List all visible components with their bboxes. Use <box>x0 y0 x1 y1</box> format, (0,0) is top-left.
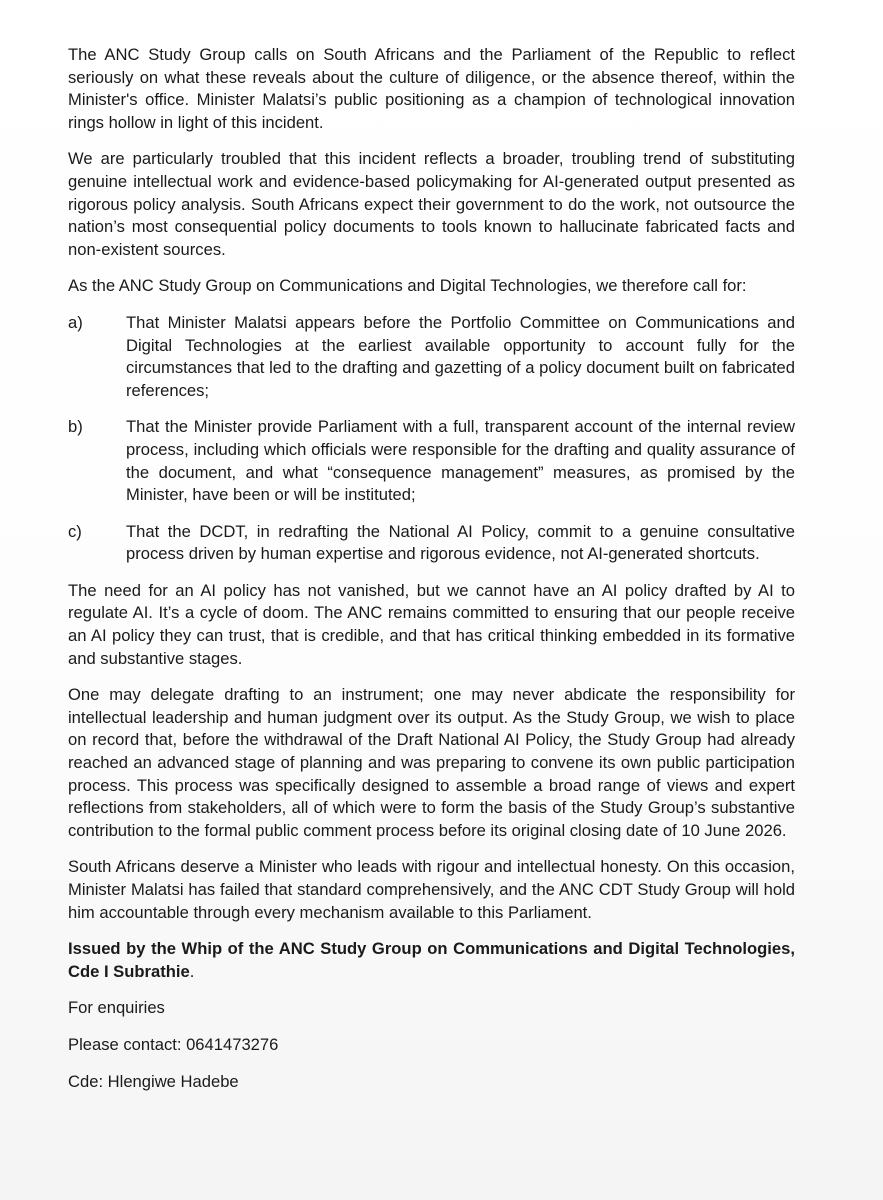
paragraph-delegate-drafting: One may delegate drafting to an instrument; one may never abdicate the responsibility for intellectual leadership and human judgment over its output. As the Study Group, we wish to place on record that, before the withdrawal of the Draft National AI Policy, the Study Group had already reached an advanced stage of planning and was preparing to convene its own public participation process. This process was specifically designed to assemble a broad range of views and expert reflections from stakeholders, all of which were to form the basis of the Study Group’s substantive contribution to the formal public comment process before its original closing date of 10 June 2026. <box>68 685 795 840</box>
contact-line: Please contact: 0641473276 <box>68 1034 279 1054</box>
issued-by-suffix: . <box>189 961 195 981</box>
list-marker: a) <box>68 312 83 332</box>
list-item-text: That Minister Malatsi appears before the Portfolio Committee on Communications and Digital Technologies at the earliest available opportunity to account fully for the circumstances that led to the drafting and gazetting of a policy document built on fabricated references; <box>126 312 795 400</box>
list-item-text: That the Minister provide Parliament with a full, transparent account of the internal review process, including which officials were responsible for the drafting and quality assurance of the document, and what “consequence management” measures, as promised by the Minister, have been or will be instituted; <box>126 417 795 505</box>
paragraph-call-to-reflect: The ANC Study Group calls on South Africans and the Parliament of the Republic to reflect seriously on what these reveals about the culture of diligence, or the absence thereof, within the Minister's office. Minister Malatsi’s public positioning as a champion of technological innovation rings hollow in light of this incident. <box>68 45 795 132</box>
list-item <box>68 312 795 402</box>
list-marker: b) <box>68 417 83 437</box>
list-item <box>68 416 795 506</box>
issued-by-text: Issued by the Whip of the ANC Study Group on Communications and Digital Technologies, Cde I Subrathie <box>68 939 795 981</box>
issued-by <box>68 938 795 983</box>
paragraph-call-intro: As the ANC Study Group on Communications and Digital Technologies, we therefore call for: <box>68 276 747 296</box>
paragraph-ai-policy-need: The need for an AI policy has not vanished, but we cannot have an AI policy drafted by AI to regulate AI. It’s a cycle of doom. The ANC remains committed to ensuring that our people receive an AI policy they can trust, that is credible, and that has critical thinking embedded in its formative and substantive stages. <box>68 580 795 668</box>
list-marker: c) <box>68 521 82 541</box>
list-item <box>68 521 795 566</box>
list-item-text: That the DCDT, in redrafting the National AI Policy, commit to a genuine consultative process driven by human expertise and rigorous evidence, not AI-generated shortcuts. <box>126 521 795 564</box>
paragraph-troubling-trend: We are particularly troubled that this incident reflects a broader, troubling trend of substituting genuine intellectual work and evidence-based policymaking for AI-generated output presented as rigorous policy analysis. South Africans expect their government to do the work, not outsource the nation’s most consequential policy documents to tools known to hallucinate fabricated facts and non-existent sources. <box>68 149 795 259</box>
contact-name: Cde: Hlengiwe Hadebe <box>68 1071 239 1091</box>
demands-list <box>68 312 795 566</box>
paragraph-accountability: South Africans deserve a Minister who leads with rigour and intellectual honesty. On this occasion, Minister Malatsi has failed that standard comprehensively, and the ANC CDT Study Group will hold him accountable through every mechanism available to this Parliament. <box>68 857 795 922</box>
enquiries-label: For enquiries <box>68 998 165 1018</box>
